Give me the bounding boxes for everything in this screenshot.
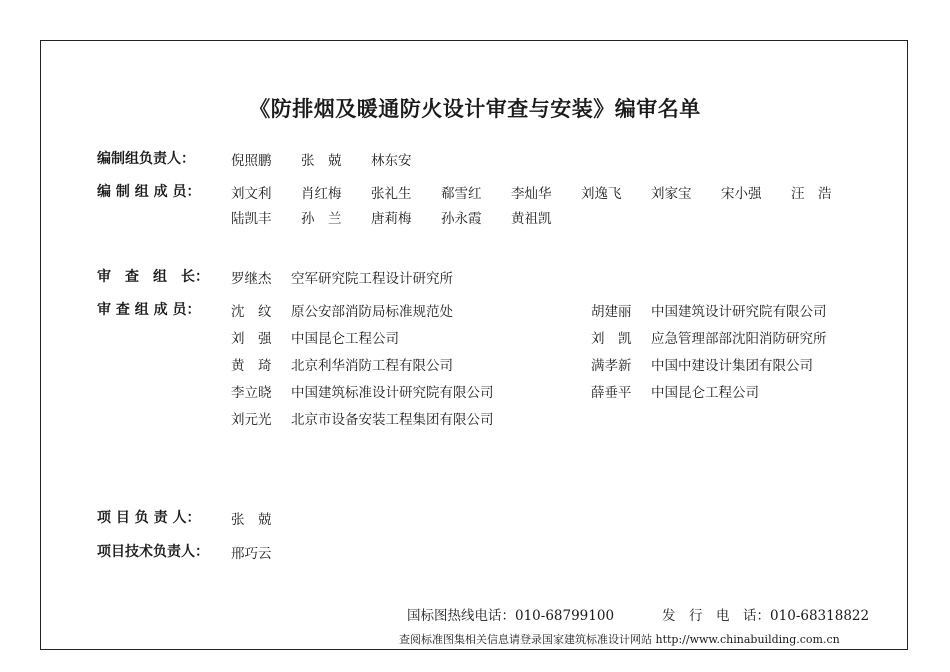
reviewer-org: 北京市设备安装工程集团有限公司 (291, 412, 494, 428)
member-name: 张礼生 (371, 186, 412, 202)
member-name: 刘逸飞 (581, 186, 622, 202)
page-title: 《防排烟及暖通防火设计审查与安装》编审名单 (249, 97, 701, 121)
reviewer-org: 应急管理部部沈阳消防研究所 (651, 331, 827, 347)
member-name: 陆凯丰 (231, 211, 272, 227)
hotline-text: 国标图热线电话：010-68799100 (407, 608, 615, 624)
reviewer-org: 中国昆仑工程公司 (291, 331, 399, 347)
reviewer-org: 原公安部消防局标准规范处 (291, 304, 453, 320)
review-leader-org: 空军研究院工程设计研究所 (291, 271, 453, 287)
tech-leader-name: 邢巧云 (231, 546, 272, 562)
compile-members-row1 (231, 182, 832, 202)
reviewer-name: 刘元光 (231, 412, 272, 428)
review-member-row (591, 354, 813, 374)
member-name: 刘家宝 (651, 186, 692, 202)
review-leader-label: 审 查 组 长： (97, 269, 209, 285)
compile-leader-label: 编制组负责人： (97, 151, 195, 167)
review-member-row (591, 381, 759, 401)
compile-leader-name: 张 兢 (301, 153, 342, 169)
member-name: 孙永霞 (441, 211, 482, 227)
reviewer-name: 李立晓 (231, 385, 272, 401)
page-frame (40, 40, 908, 650)
compile-members-row2 (231, 207, 552, 227)
member-name: 黄祖凯 (511, 211, 552, 227)
tech-leader-label: 项目技术负责人： (97, 544, 209, 560)
reviewer-name: 薛垂平 (591, 385, 632, 401)
member-name: 孙 兰 (301, 211, 342, 227)
reviewer-org: 中国建筑设计研究院有限公司 (651, 304, 827, 320)
reviewer-name: 刘 凯 (591, 331, 632, 347)
reviewer-org: 北京利华消防工程有限公司 (291, 358, 453, 374)
reviewer-name: 胡建丽 (591, 304, 632, 320)
review-member-row (231, 408, 494, 428)
member-name: 肖红梅 (301, 186, 342, 202)
review-member-row (591, 300, 827, 320)
reviewer-org: 中国建筑标准设计研究院有限公司 (291, 385, 494, 401)
member-name: 李灿华 (511, 186, 552, 202)
footer-website: 查阅标准图集相关信息请登录国家建筑标准设计网站 http://www.chinabuilding.com.cn (399, 633, 840, 646)
member-name: 唐莉梅 (371, 211, 412, 227)
compile-leader-names (231, 149, 412, 169)
reviewer-name: 刘 强 (231, 331, 272, 347)
project-leader-label: 项 目 负 责 人： (97, 510, 201, 526)
footer-phones (407, 604, 869, 624)
review-member-row (591, 327, 827, 347)
reviewer-name: 沈 纹 (231, 304, 272, 320)
review-member-row (231, 354, 453, 374)
member-name: 宋小强 (721, 186, 762, 202)
review-leader-name: 罗继杰 (231, 271, 272, 287)
member-name: 郗雪红 (441, 186, 482, 202)
review-member-row (231, 327, 399, 347)
compile-leader-name: 倪照鹏 (231, 153, 272, 169)
reviewer-name: 满孝新 (591, 358, 632, 374)
project-leader-name: 张 兢 (231, 512, 272, 528)
review-member-row (231, 300, 453, 320)
reviewer-name: 黄 琦 (231, 358, 272, 374)
member-name: 汪 浩 (791, 186, 832, 202)
review-member-row (231, 381, 494, 401)
reviewer-org: 中国昆仑工程公司 (651, 385, 759, 401)
compile-members-label: 编 制 组 成 员： (97, 184, 201, 200)
compile-leader-name: 林东安 (371, 153, 412, 169)
review-leader-row (231, 267, 453, 287)
reviewer-org: 中国中建设计集团有限公司 (651, 358, 813, 374)
review-members-label: 审 查 组 成 员： (97, 302, 201, 318)
member-name: 刘文利 (231, 186, 272, 202)
issue-phone-text: 发 行 电 话：010-68318822 (662, 608, 870, 624)
